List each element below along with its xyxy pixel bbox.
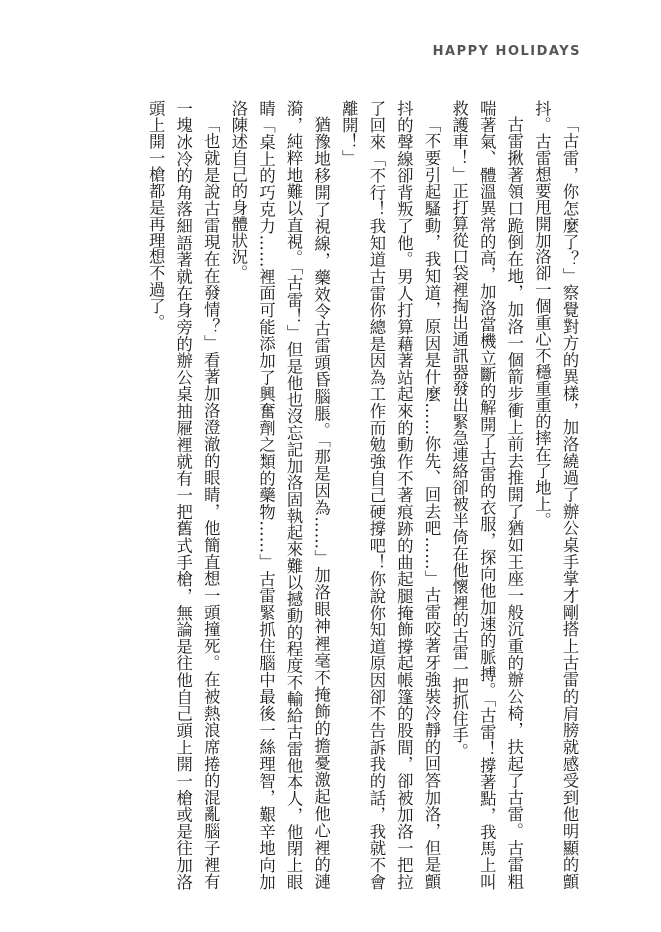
paragraph-3: 「不要引起騷動，我知道，原因是什麼……你先、回去吧……」古雷咬著牙強裝冷靜的回答加洛，但是顫抖的聲線卻背叛了他。男人打算藉著站起來的動作不著痕跡的曲起腿掩飾撐起帳篷的股間，卻被加洛一把拉了回來「不行！我知道古雷你總是因為工作而勉強自己硬撐吧！你說你知道原因卻不告訴我的話，我就不會離開！」	[339, 100, 442, 890]
paragraph-4: 猶豫地移開了視線，藥效令古雷頭昏腦脹。「那是因為……」加洛眼神裡毫不掩飾的擔憂激起他心裡的漣漪，純粹地難以直視。「古雷！」但是他也沒忘記加洛固執起來難以撼動的程度不輸給古雷他本人，他閉上眼睛「桌上的巧克力……裡面可能添加了興奮劑之類的藥物……」古雷緊抓住腦中最後一絲理智，艱辛地向加洛陳述自己的身體狀況。	[228, 100, 331, 890]
paragraph-2: 古雷揪著領口跪倒在地，加洛一個箭步衝上前去推開了猶如王座一般沉重的辦公椅，扶起了古雷。古雷粗喘著氣、體溫異常的高，加洛當機立斷的解開了古雷的衣服，探向他加速的脈搏。「古雷！撐著點，我馬上叫救護車！」正打算從口袋裡掏出通訊器發出緊急連絡卻被半倚在他懷裡的古雷一把抓住手。	[449, 100, 524, 890]
paragraph-1: 「古雷，你怎麼了？」察覺對方的異樣，加洛繞過了辦公桌手掌才剛搭上古雷的肩膀就感受到他明顯的顫抖。古雷想要甩開加洛卻一個重心不穩重重的摔在了地上。	[532, 100, 579, 890]
vertical-body-text	[63, 100, 583, 890]
running-header: HAPPY HOLIDAYS	[432, 44, 581, 59]
paragraph-5: 「也就是說古雷現在在發情？」看著加洛澄澈的眼睛，他簡直想一頭撞死。在被熱浪席捲的混亂腦子裡有一塊冰冷的角落細語著就在身旁的辦公桌抽屜裡就有一把舊式手槍，無論是往他自己頭上開一槍或是往加洛頭上開一槍都是再理想不過了。	[146, 100, 221, 890]
